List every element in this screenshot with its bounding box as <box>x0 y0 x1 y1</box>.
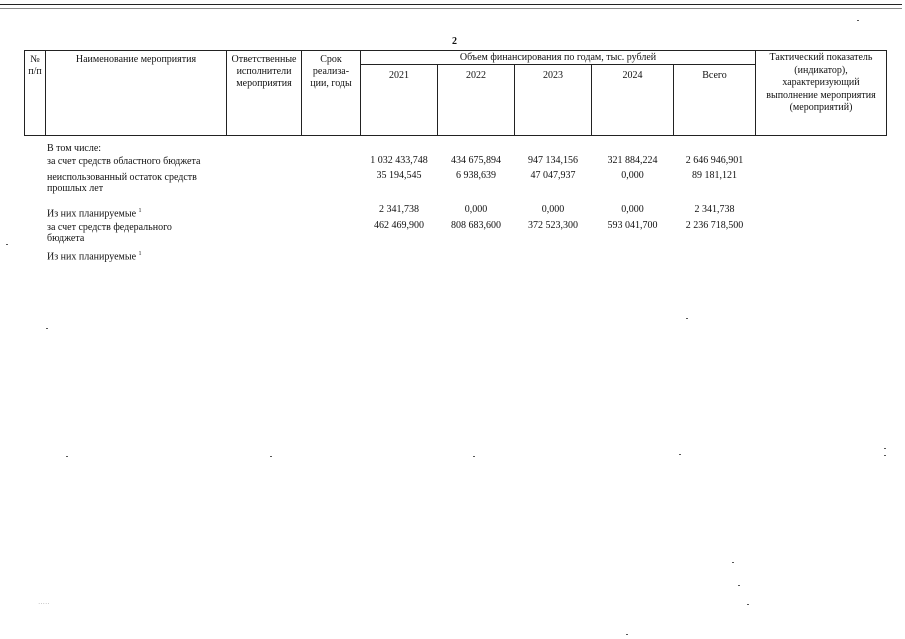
row-label-continued: прошлых лет <box>47 183 104 194</box>
row-label <box>47 206 142 219</box>
value-2021: 35 194,545 <box>376 170 422 181</box>
scan-speck <box>857 20 859 21</box>
row-label-text: Из них планируемые <box>47 208 137 220</box>
top-border-line-secondary <box>0 8 902 9</box>
value-2023: 47 047,937 <box>530 170 576 181</box>
scan-speck <box>747 604 749 605</box>
value-2023: 947 134,156 <box>528 155 578 166</box>
header-funding-label: Объем финансирования по годам, тыс. рублей <box>459 52 657 63</box>
scan-speck <box>473 456 475 457</box>
row-label-including: В том числе: <box>47 143 102 154</box>
value-total: 2 236 718,500 <box>685 220 744 231</box>
row-label-continued: бюджета <box>47 233 85 244</box>
scan-speck <box>884 455 886 456</box>
footnote-marker: 1 <box>138 208 142 214</box>
header-resp-label: Ответственные исполнители мероприятия <box>231 54 297 89</box>
header-term-label: Срок реализа-ции, годы <box>310 54 352 89</box>
scan-speck <box>626 634 628 635</box>
scan-speck <box>884 448 886 449</box>
value-2021: 2 341,738 <box>379 204 419 215</box>
header-year-2024: 2024 <box>622 70 643 81</box>
page-number: 2 <box>452 36 457 47</box>
scan-speck <box>270 456 272 457</box>
scan-speck <box>46 328 48 329</box>
scan-speck <box>738 585 740 586</box>
header-year-2023: 2023 <box>543 70 563 81</box>
value-2023: 0,000 <box>541 204 565 215</box>
value-2024: 0,000 <box>621 170 644 181</box>
value-2021: 462 469,900 <box>374 220 424 231</box>
header-year-2021: 2021 <box>389 70 409 81</box>
value-2023: 372 523,300 <box>528 220 578 231</box>
value-2022: 6 938,639 <box>456 170 496 181</box>
scan-speck <box>66 456 68 457</box>
value-2022: 434 675,894 <box>451 155 501 166</box>
scan-speck <box>6 244 8 245</box>
scan-smudge: ····· <box>38 600 50 608</box>
value-2021: 1 032 433,748 <box>370 155 428 166</box>
row-label: за счет средств областного бюджета <box>47 156 201 167</box>
value-2024: 0,000 <box>621 204 644 215</box>
value-total: 2 646 946,901 <box>685 155 744 166</box>
top-border-line <box>0 4 902 5</box>
value-total: 89 181,121 <box>692 170 737 181</box>
header-indicator-label: Тактический показатель (индикатор), характеризующий выполнение мероприятия (мероприятий) <box>766 52 876 113</box>
value-2022: 808 683,600 <box>451 220 501 231</box>
header-total: Всего <box>702 70 727 81</box>
scan-speck <box>686 318 688 319</box>
header-year-2022: 2022 <box>466 70 486 81</box>
row-label <box>47 249 142 262</box>
value-2024: 593 041,700 <box>607 220 658 231</box>
row-label-text: Из них планируемые <box>47 251 137 263</box>
footnote-marker: 1 <box>138 251 142 257</box>
row-label: неиспользованный остаток средств <box>47 172 197 183</box>
row-label: за счет средств федерального <box>47 222 172 233</box>
value-2024: 321 884,224 <box>607 155 658 166</box>
scan-speck <box>679 454 681 455</box>
scan-speck <box>732 562 734 563</box>
header-num-label: № п/п <box>28 54 42 77</box>
header-name-label: Наименование мероприятия <box>75 54 197 65</box>
value-total: 2 341,738 <box>694 204 735 215</box>
value-2022: 0,000 <box>464 204 488 215</box>
